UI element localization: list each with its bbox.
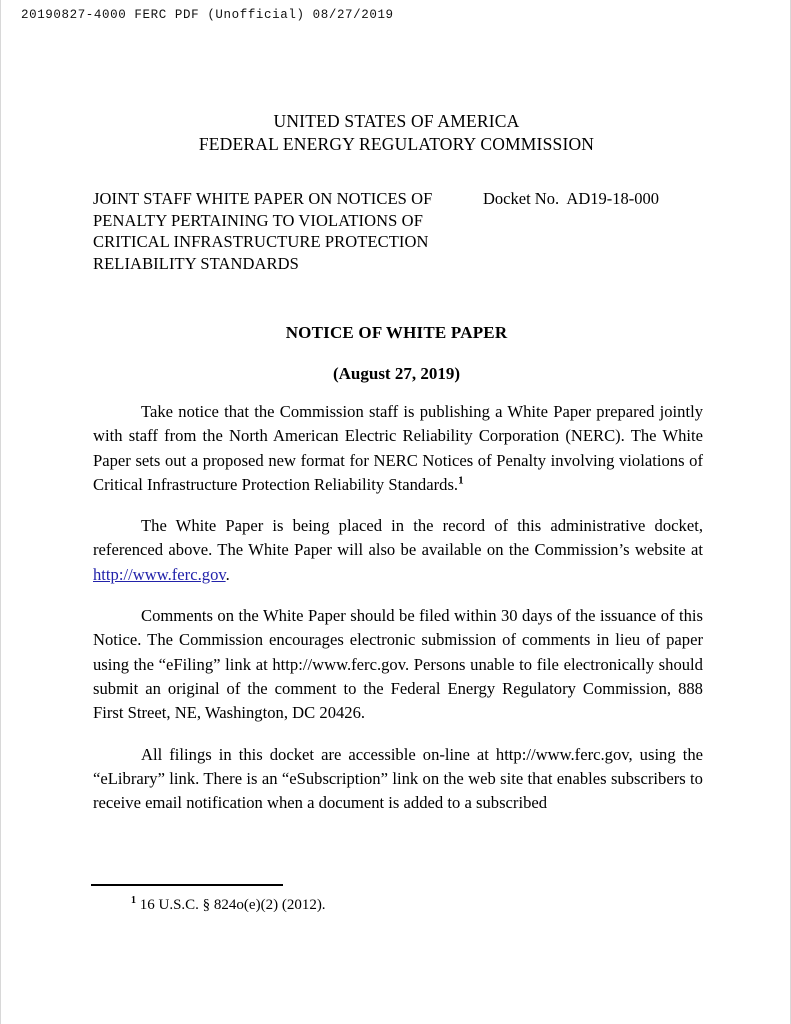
caption-block	[93, 188, 705, 274]
agency-heading	[1, 110, 791, 156]
paragraph-1	[93, 400, 703, 497]
caption-title-line-1: JOINT STAFF WHITE PAPER ON NOTICES OF	[93, 189, 433, 208]
docket-number: Docket No. AD19-18-000	[483, 189, 659, 208]
agency-heading-line-1: UNITED STATES OF AMERICA	[273, 111, 520, 131]
ferc-website-link[interactable]: http://www.ferc.gov	[93, 564, 226, 584]
caption-title-line-2: PENALTY PERTAINING TO VIOLATIONS OF	[93, 210, 423, 230]
footnote-reference-1[interactable]: 1	[458, 474, 464, 487]
footnote-separator-rule	[91, 884, 283, 886]
notice-heading: NOTICE OF WHITE PAPER	[285, 323, 508, 342]
body-text	[93, 400, 703, 815]
paragraph-2-text-before-link: The White Paper is being placed in the record of this administrative docket, referenced above. The White Paper will also be available on the Commission’s website at	[93, 516, 703, 560]
footnote-1-marker: 1	[131, 895, 136, 906]
paragraph-3: Comments on the White Paper should be filed within 30 days of the issuance of this Notice. The Commission encourages electronic submission of comments in lieu of paper using the “eFiling” link at http://www.ferc.gov. Persons unable to file electronically should submit an original of the comment to the Federal Energy Regulatory Commission, 888 First Street, NE, Washington, DC 20426.	[93, 606, 703, 723]
paragraph-2-text-after-link: .	[225, 564, 230, 584]
paragraph-1-text: Take notice that the Commission staff is publishing a White Paper prepared jointly with staff from the North American Electric Reliability Corporation (NERC). The White Paper sets out a proposed new format for NERC Notices of Penalty involving violations of Critical Infrastructure Protection Reliability Standards.	[93, 402, 703, 494]
footnote-1	[93, 895, 703, 916]
footnote-1-text: 16 U.S.C. § 824o(e)(2) (2012).	[136, 897, 326, 913]
notice-date: (August 27, 2019)	[332, 364, 461, 383]
caption-title-line-4: RELIABILITY STANDARDS	[93, 253, 299, 273]
paragraph-4: All filings in this docket are accessible on-line at http://www.ferc.gov, using the “eLibrary” link. There is an “eSubscription” link on the web site that enables subscribers to receive email notification when a document is added to a subscribed	[93, 744, 703, 813]
caption-title-line-3: CRITICAL INFRASTRUCTURE PROTECTION	[93, 232, 429, 251]
paragraph-2	[93, 514, 703, 587]
agency-heading-line-2: FEDERAL ENERGY REGULATORY COMMISSION	[198, 134, 595, 154]
caption-title	[93, 188, 483, 274]
ferc-pdf-stamp: 20190827-4000 FERC PDF (Unofficial) 08/27/2019	[21, 8, 394, 22]
